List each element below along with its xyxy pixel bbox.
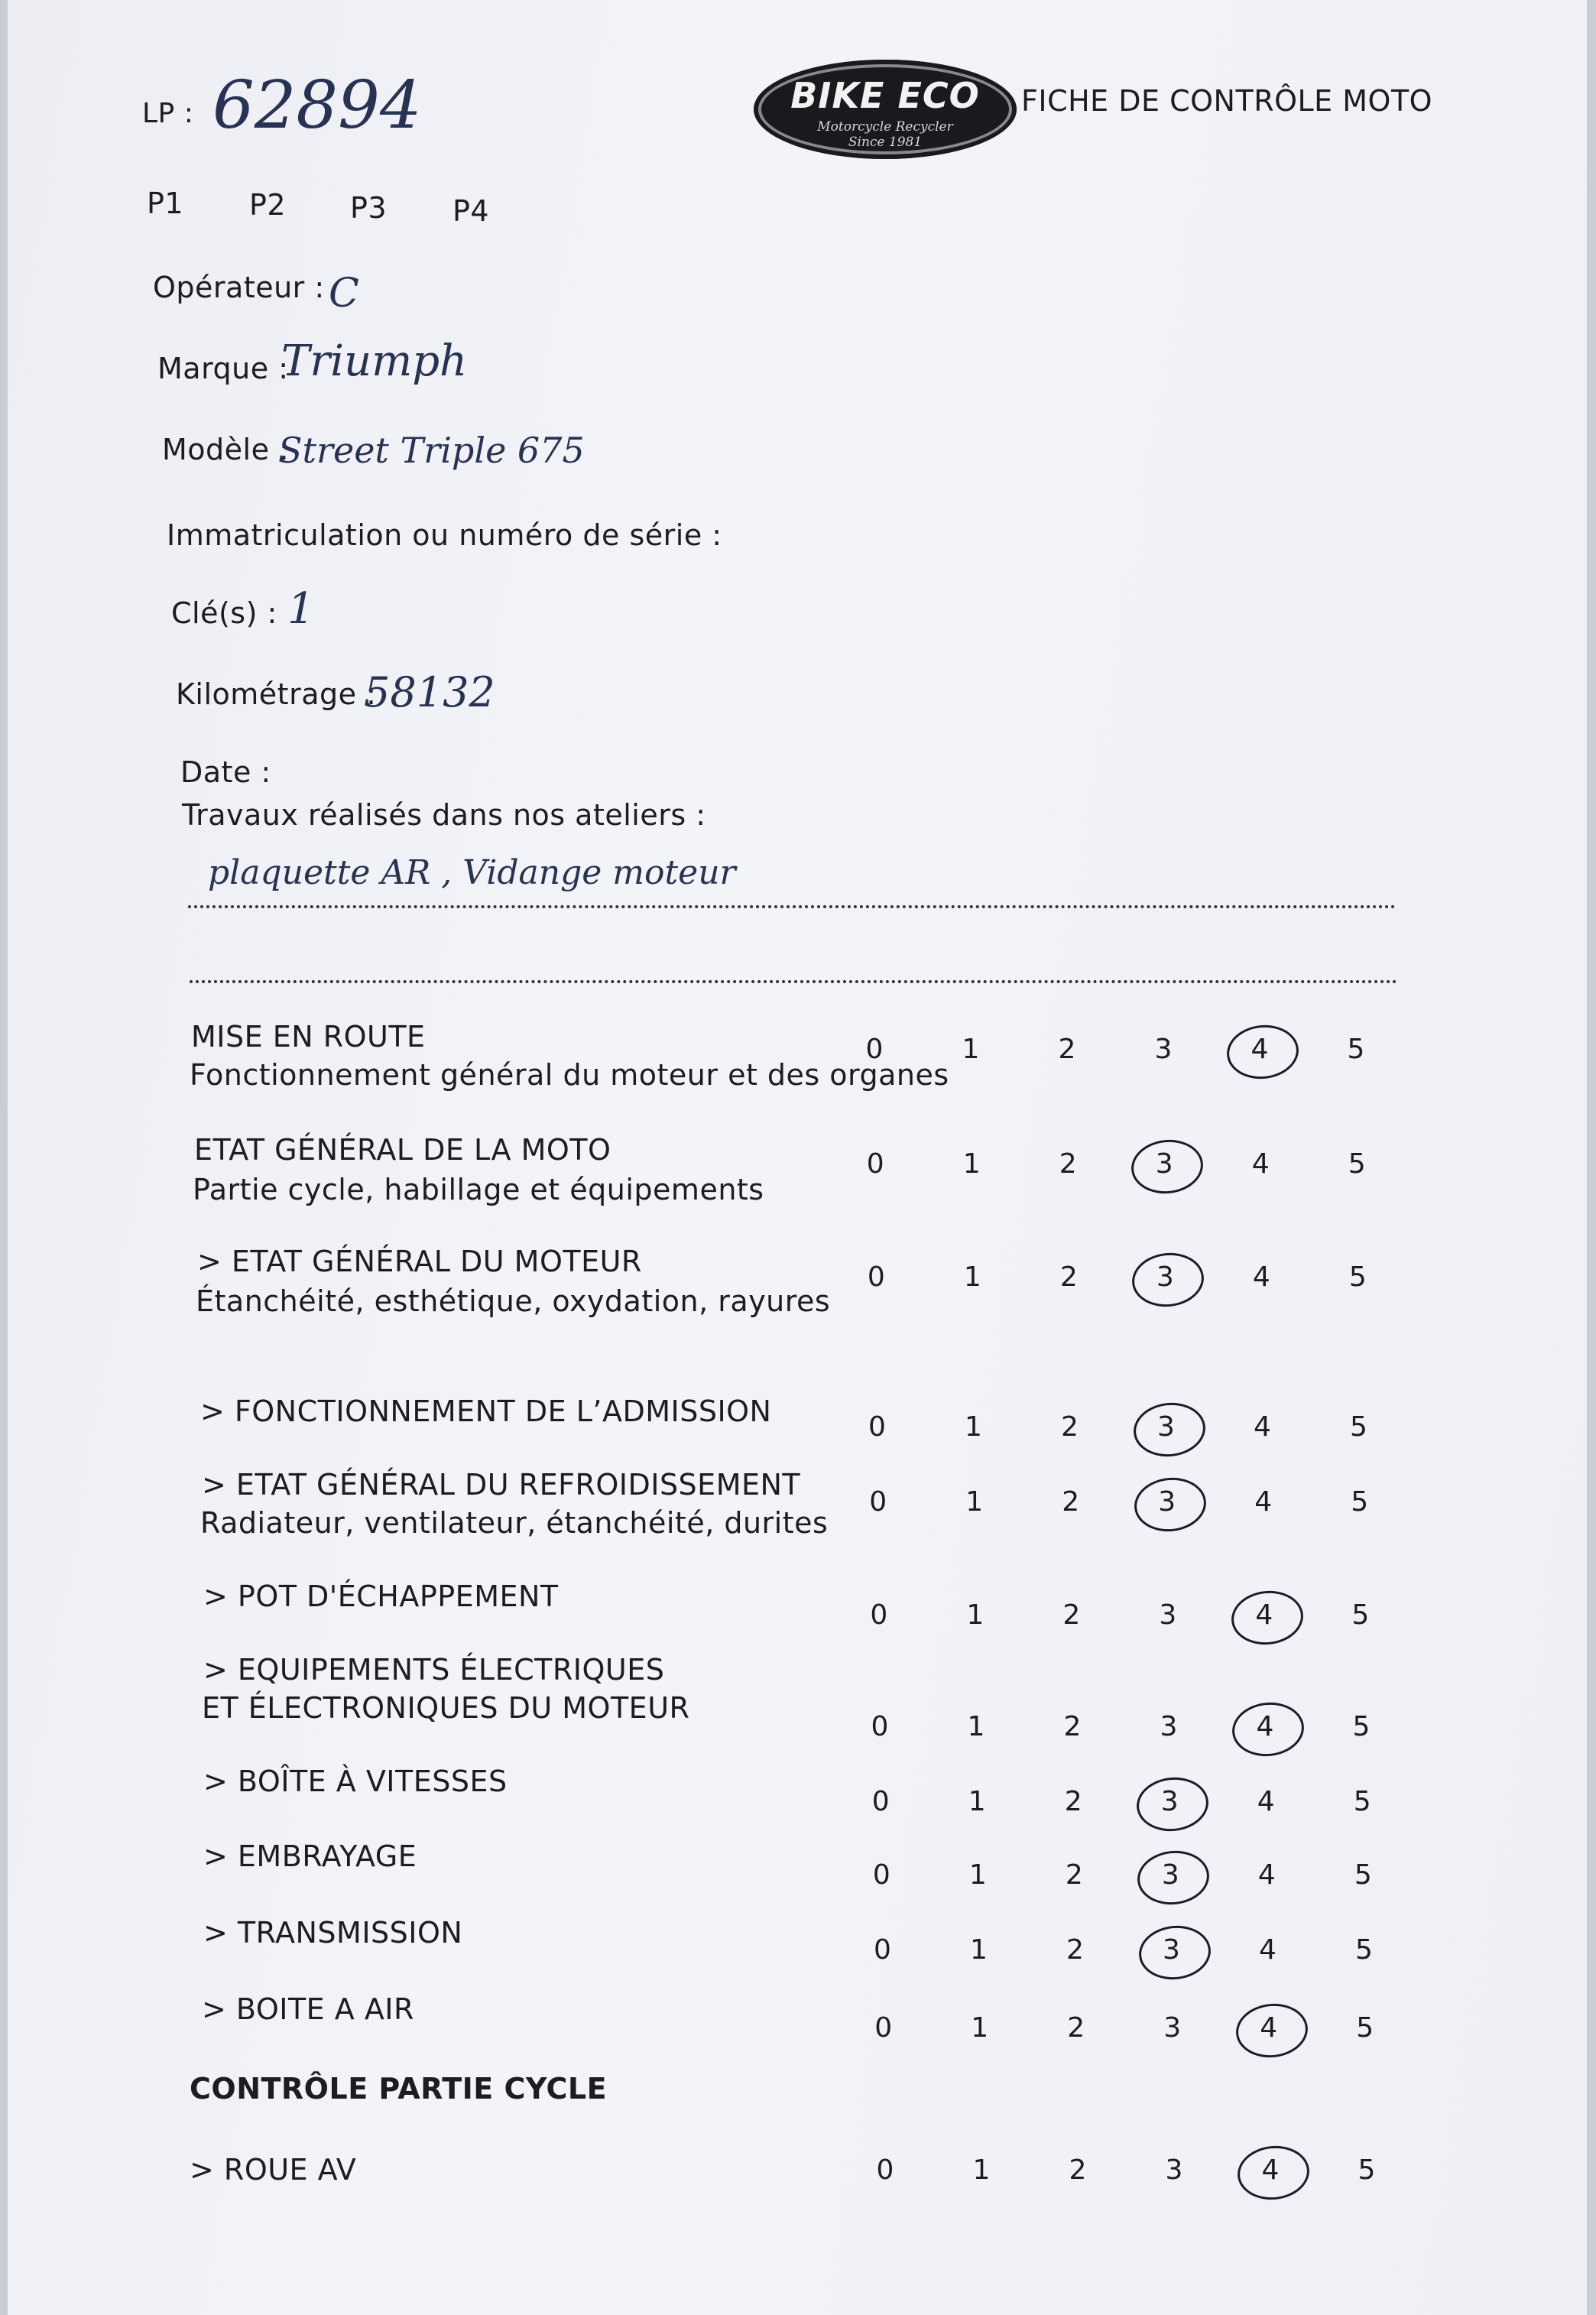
- score-2[interactable]: 2: [1059, 1261, 1078, 1293]
- score-3[interactable]: 3: [1161, 1859, 1179, 1891]
- operateur-label: Opérateur :: [153, 271, 325, 304]
- score-1[interactable]: 1: [962, 1034, 980, 1065]
- date-label: Date :: [180, 755, 271, 789]
- score-3[interactable]: 3: [1163, 1934, 1180, 1966]
- score-4[interactable]: 4: [1257, 1786, 1275, 1817]
- score-4[interactable]: 4: [1257, 1859, 1276, 1891]
- position-p3: P3: [350, 191, 388, 225]
- score-5[interactable]: 5: [1347, 1034, 1365, 1065]
- score-5[interactable]: 5: [1358, 2154, 1376, 2186]
- lp-value: 62894: [212, 67, 422, 144]
- score-0[interactable]: 0: [871, 1711, 889, 1742]
- score-0[interactable]: 0: [865, 1034, 884, 1065]
- row-title: > FONCTIONNEMENT DE L’ADMISSION: [200, 1395, 772, 1428]
- row-subtitle: ET ÉLECTRONIQUES DU MOTEUR: [202, 1691, 690, 1725]
- score-3[interactable]: 3: [1160, 1711, 1178, 1742]
- score-3[interactable]: 3: [1157, 1411, 1175, 1443]
- score-2[interactable]: 2: [1058, 1034, 1076, 1065]
- selected-rating-circle: [1130, 1399, 1208, 1459]
- score-4[interactable]: 4: [1260, 2012, 1278, 2044]
- selected-rating-circle: [1134, 1774, 1212, 1834]
- score-5[interactable]: 5: [1352, 1711, 1371, 1742]
- score-2[interactable]: 2: [1063, 1711, 1082, 1742]
- cles-label: Clé(s) :: [171, 596, 277, 630]
- score-4[interactable]: 4: [1255, 1599, 1273, 1631]
- score-3[interactable]: 3: [1159, 1599, 1177, 1631]
- row-title: > BOITE A AIR: [202, 1992, 414, 2026]
- travaux-line-2: [190, 980, 1397, 983]
- row-title: > ETAT GÉNÉRAL DU MOTEUR: [197, 1245, 642, 1278]
- kilometrage-label: Kilométrage :: [176, 677, 377, 711]
- score-5[interactable]: 5: [1348, 1148, 1366, 1180]
- row-title: > BOÎTE À VITESSES: [203, 1765, 508, 1798]
- score-4[interactable]: 4: [1254, 1486, 1273, 1518]
- selected-rating-circle: [1225, 1021, 1302, 1082]
- position-p4: P4: [453, 194, 490, 228]
- score-1[interactable]: 1: [968, 1786, 986, 1817]
- score-1[interactable]: 1: [968, 1859, 987, 1891]
- score-4[interactable]: 4: [1261, 2154, 1280, 2186]
- score-2[interactable]: 2: [1066, 1934, 1084, 1966]
- score-4[interactable]: 4: [1254, 1411, 1271, 1443]
- score-2[interactable]: 2: [1064, 1786, 1082, 1817]
- lp-label: LP :: [142, 98, 194, 129]
- row-title: > POT D'ÉCHAPPEMENT: [203, 1580, 559, 1613]
- bike-eco-logo: [754, 60, 1017, 159]
- score-5[interactable]: 5: [1353, 1786, 1371, 1817]
- control-sheet: [8, 0, 1587, 2315]
- travaux-value: plaquette AR , Vidange moteur: [208, 853, 736, 892]
- modele-label: Modèle :: [162, 433, 290, 466]
- score-2[interactable]: 2: [1062, 1599, 1081, 1631]
- row-subtitle: Partie cycle, habillage et équipements: [193, 1173, 764, 1206]
- score-5[interactable]: 5: [1356, 2012, 1374, 2044]
- row-title: ETAT GÉNÉRAL DE LA MOTO: [194, 1133, 611, 1167]
- score-5[interactable]: 5: [1351, 1599, 1370, 1631]
- score-4[interactable]: 4: [1251, 1034, 1269, 1065]
- operateur-value: C: [329, 271, 359, 317]
- score-3[interactable]: 3: [1156, 1261, 1174, 1293]
- score-2[interactable]: 2: [1065, 1859, 1083, 1891]
- score-2[interactable]: 2: [1062, 1486, 1080, 1518]
- kilometrage-value: 58132: [364, 668, 495, 716]
- row-subtitle: Fonctionnement général du moteur et des organes: [190, 1058, 949, 1092]
- selected-rating-circle: [1131, 1474, 1208, 1534]
- score-1[interactable]: 1: [963, 1261, 981, 1293]
- selected-rating-circle: [1136, 1922, 1213, 1982]
- score-0[interactable]: 0: [872, 1859, 890, 1891]
- selected-rating-circle: [1228, 1587, 1306, 1648]
- row-title: MISE EN ROUTE: [191, 1020, 426, 1054]
- score-1[interactable]: 1: [962, 1148, 981, 1180]
- marque-value: Triumph: [281, 336, 468, 386]
- score-0[interactable]: 0: [874, 1934, 891, 1966]
- score-3[interactable]: 3: [1155, 1148, 1173, 1180]
- score-1[interactable]: 1: [965, 1411, 982, 1443]
- score-5[interactable]: 5: [1350, 1411, 1367, 1443]
- row-title: > ETAT GÉNÉRAL DU REFROIDISSEMENT: [202, 1468, 801, 1502]
- score-5[interactable]: 5: [1348, 1261, 1367, 1293]
- score-5[interactable]: 5: [1351, 1486, 1369, 1518]
- score-1[interactable]: 1: [965, 1486, 984, 1518]
- selected-rating-circle: [1233, 2000, 1310, 2060]
- marque-label: Marque :: [157, 352, 289, 385]
- score-0[interactable]: 0: [867, 1261, 885, 1293]
- row-title: > EQUIPEMENTS ÉLECTRIQUES: [203, 1653, 665, 1687]
- score-1[interactable]: 1: [970, 1934, 988, 1966]
- score-2[interactable]: 2: [1067, 2012, 1085, 2044]
- score-4[interactable]: 4: [1251, 1148, 1270, 1180]
- logo-since: Since 1981: [848, 135, 923, 150]
- logo-tagline: Motorcycle Recycler: [817, 119, 953, 135]
- score-1[interactable]: 1: [966, 1599, 985, 1631]
- score-4[interactable]: 4: [1256, 1711, 1274, 1742]
- score-2[interactable]: 2: [1069, 2154, 1087, 2186]
- row-subtitle: Étanchéité, esthétique, oxydation, rayures: [196, 1284, 831, 1318]
- row-title: > TRANSMISSION: [203, 1916, 463, 1950]
- score-3[interactable]: 3: [1163, 2012, 1182, 2044]
- score-1[interactable]: 1: [971, 2012, 989, 2044]
- score-5[interactable]: 5: [1354, 1859, 1372, 1891]
- travaux-label: Travaux réalisés dans nos ateliers :: [182, 798, 706, 832]
- score-0[interactable]: 0: [874, 2012, 893, 2044]
- cles-value: 1: [287, 584, 315, 634]
- score-0[interactable]: 0: [869, 1486, 887, 1518]
- immatriculation-label: Immatriculation ou numéro de série :: [167, 518, 722, 552]
- score-4[interactable]: 4: [1259, 1934, 1276, 1966]
- selected-rating-circle: [1235, 2142, 1312, 2203]
- score-3[interactable]: 3: [1160, 1786, 1179, 1817]
- travaux-line-1: [188, 905, 1396, 908]
- score-4[interactable]: 4: [1252, 1261, 1270, 1293]
- score-0[interactable]: 0: [868, 1411, 886, 1443]
- selected-rating-circle: [1130, 1249, 1207, 1310]
- score-5[interactable]: 5: [1355, 1934, 1373, 1966]
- row-title: CONTRÔLE PARTIE CYCLE: [190, 2072, 608, 2106]
- score-3[interactable]: 3: [1165, 2154, 1183, 2186]
- score-0[interactable]: 0: [866, 1148, 884, 1180]
- row-title: > ROUE AV: [190, 2153, 357, 2187]
- score-3[interactable]: 3: [1158, 1486, 1176, 1518]
- row-title: > EMBRAYAGE: [203, 1839, 417, 1873]
- logo-brand: BIKE ECO: [790, 75, 980, 116]
- row-subtitle: Radiateur, ventilateur, étanchéité, durites: [200, 1506, 829, 1540]
- position-p2: P2: [249, 188, 287, 222]
- score-1[interactable]: 1: [972, 2154, 991, 2186]
- sheet-title: FICHE DE CONTRÔLE MOTO: [1021, 84, 1433, 118]
- score-0[interactable]: 0: [871, 1786, 890, 1817]
- score-0[interactable]: 0: [876, 2154, 894, 2186]
- modele-value: Street Triple 675: [278, 430, 585, 471]
- selected-rating-circle: [1230, 1699, 1307, 1759]
- score-3[interactable]: 3: [1154, 1034, 1173, 1065]
- score-1[interactable]: 1: [967, 1711, 985, 1742]
- score-2[interactable]: 2: [1059, 1148, 1077, 1180]
- selected-rating-circle: [1135, 1847, 1212, 1908]
- selected-rating-circle: [1129, 1136, 1206, 1196]
- score-2[interactable]: 2: [1061, 1411, 1079, 1443]
- position-p1: P1: [147, 187, 184, 220]
- score-0[interactable]: 0: [870, 1599, 888, 1631]
